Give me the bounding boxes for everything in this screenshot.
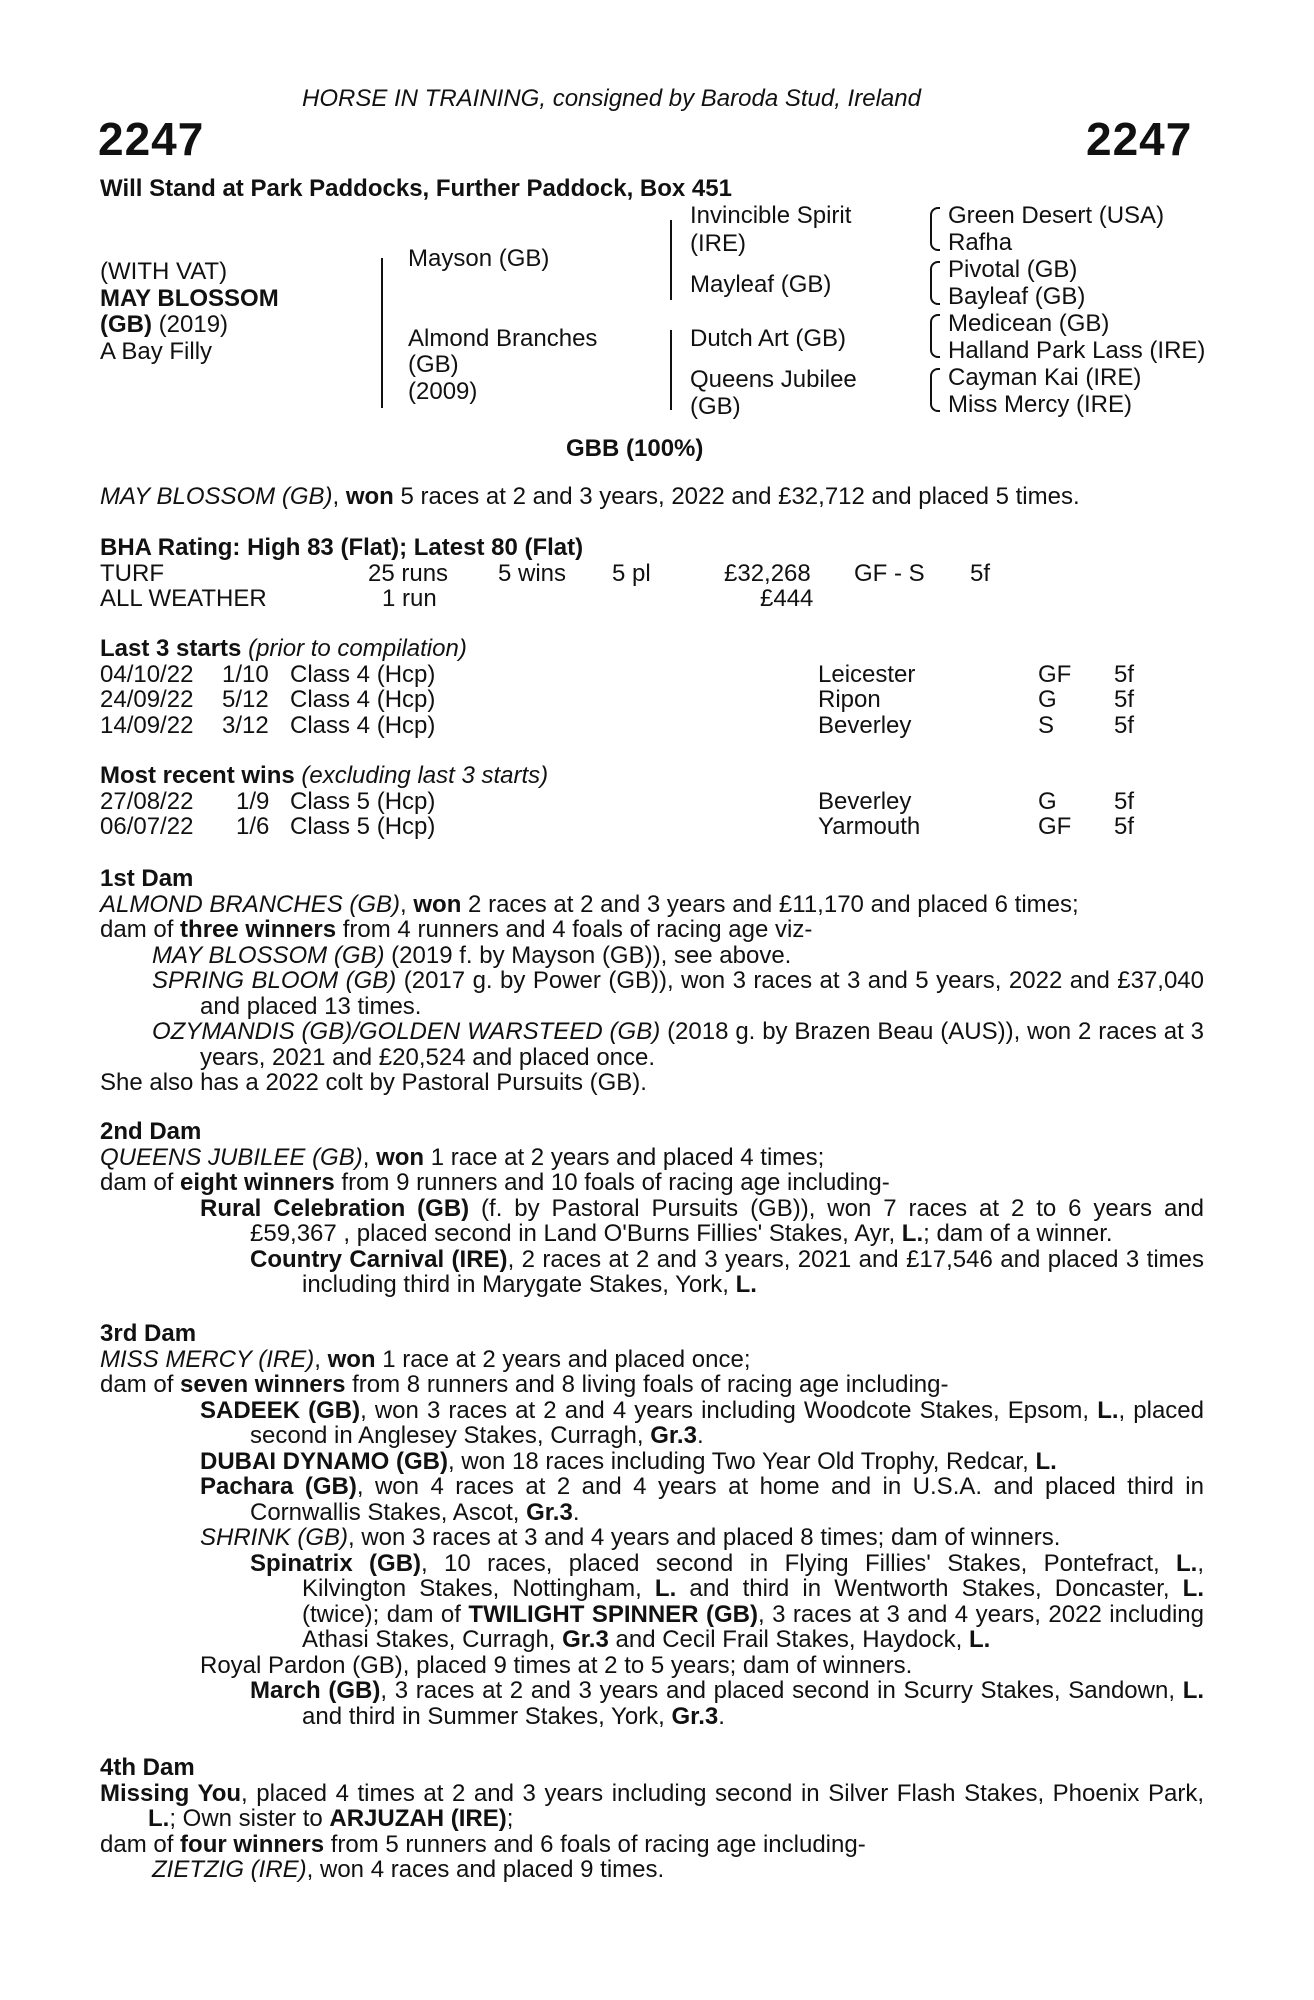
- third-dam-foal: [100, 1474, 1204, 1525]
- foal-text: , 10 races, placed second in Flying Fillies' Stakes, Pontefract,: [421, 1549, 1177, 1577]
- fourth-dam-record-text: , placed 4 times at 2 and 3 years including second in Silver Flash Stakes, Phoenix Park,: [241, 1779, 1204, 1807]
- pedigree-g5: Medicean (GB): [948, 310, 1110, 337]
- second-dam-produce-prefix: dam of: [100, 1169, 181, 1196]
- foal-name: ZIETZIG (IRE): [152, 1856, 307, 1883]
- summary-won: won: [345, 483, 394, 510]
- first-dam-winners: three winners: [180, 916, 337, 943]
- start-distance: 5f: [1114, 660, 1135, 688]
- fourth-dam-produce: [100, 1832, 1204, 1858]
- foal-text-4: (twice); dam of: [302, 1600, 469, 1628]
- pedigree-sire: Mayson (GB): [408, 245, 550, 272]
- win-going: GF: [1038, 813, 1072, 840]
- pedigree-brace-g1: [930, 207, 940, 251]
- win-class: Class 5 (Hcp): [290, 813, 436, 840]
- foal-text: , won 4 races and placed 9 times.: [306, 1856, 665, 1883]
- third-dam-foal: [100, 1525, 1204, 1551]
- rating-placed: 5 pl: [612, 559, 651, 587]
- listed-marker: L.: [735, 1271, 757, 1298]
- rating-title: BHA Rating: High 83 (Flat); Latest 80 (Flat): [100, 534, 584, 561]
- listed-marker: L.: [968, 1626, 991, 1653]
- win-course: Beverley: [818, 787, 912, 815]
- first-dam-record: ALMOND BRANCHES (GB), won 2 races at 2 and 3 years and £11,170 and placed 6 times;: [100, 890, 1079, 918]
- listed-marker: L.: [654, 1575, 677, 1602]
- foal-name: Rural Celebration (GB): [200, 1194, 470, 1222]
- foal-name: OZYMANDIS (GB)/GOLDEN WARSTEED (GB): [152, 1018, 661, 1045]
- foal-name: DUBAI DYNAMO (GB): [200, 1447, 448, 1475]
- produce-name: TWILIGHT SPINNER (GB): [468, 1600, 758, 1628]
- third-dam-granddaughter: [100, 1678, 1204, 1729]
- foal-text-5: , 3 races at 3 and 4 years, 2022 including Athasi Stakes, Curragh,: [302, 1600, 1204, 1653]
- start-row: [100, 713, 1204, 739]
- summary-horse: MAY BLOSSOM (GB): [100, 483, 333, 510]
- start-distance: 5f: [1114, 686, 1135, 713]
- win-position: 1/9: [236, 787, 270, 815]
- sister-name: ARJUZAH (IRE): [329, 1805, 507, 1832]
- listed-marker: L.: [1035, 1447, 1057, 1475]
- pedigree-g1: Green Desert (USA): [948, 202, 1165, 229]
- start-course: Leicester: [818, 660, 916, 688]
- group-marker: Gr.3: [562, 1626, 609, 1653]
- rating-going: GF - S: [854, 559, 925, 587]
- start-course: Beverley: [818, 711, 912, 739]
- first-dam-title: 1st Dam: [100, 865, 194, 892]
- win-class: Class 5 (Hcp): [290, 787, 436, 815]
- win-position: 1/6: [236, 813, 270, 840]
- third-dam-produce-text: from 8 runners and 8 living foals of racing age including-: [345, 1371, 949, 1398]
- recent-wins-note: (excluding last 3 starts): [294, 762, 549, 789]
- pedigree-dam: Almond Branches: [408, 325, 598, 352]
- last-starts-note: (prior to compilation): [241, 635, 467, 662]
- pedigree-dam-dam-country: (GB): [690, 393, 741, 420]
- foal-name: SADEEK (GB): [200, 1396, 361, 1424]
- pedigree-brace-sire: [670, 220, 672, 300]
- fourth-dam-record: [100, 1781, 1204, 1832]
- gbb-rating: GBB (100%): [566, 435, 704, 462]
- second-dam-won: won: [376, 1143, 425, 1171]
- start-class: Class 4 (Hcp): [290, 660, 436, 688]
- second-dam-produce: [100, 1170, 1204, 1196]
- foal-text-end: .: [696, 1422, 704, 1449]
- first-dam-produce-text: from 4 runners and 4 foals of racing age viz-: [336, 916, 813, 943]
- win-distance: 5f: [1114, 787, 1135, 815]
- summary-text: 5 races at 2 and 3 years, 2022 and £32,712 and placed 5 times.: [393, 483, 1080, 510]
- fourth-dam-title: 4th Dam: [100, 1754, 195, 1781]
- rating-section: [100, 535, 1204, 612]
- rating-surface: TURF: [100, 559, 164, 587]
- win-row: [100, 789, 1204, 815]
- start-going: GF: [1038, 660, 1072, 688]
- rating-money: £444: [760, 585, 814, 612]
- third-dam-winners: seven winners: [180, 1371, 346, 1398]
- pedigree-g2: Rafha: [948, 229, 1013, 256]
- first-dam-record-text: 2 races at 2 and 3 years and £11,170 and placed 6 times;: [461, 890, 1079, 918]
- fourth-dam-record-end: ;: [506, 1805, 514, 1832]
- second-dam-record: QUEENS JUBILEE (GB), won 1 race at 2 years and placed 4 times;: [100, 1143, 825, 1171]
- foal-text: (2017 g. by Power (GB)), won 3 races at 3 and 5 years, 2022 and £37,040 and placed 13 times.: [200, 967, 1205, 1020]
- pedigree-dam-dam: Queens Jubilee: [690, 366, 857, 393]
- pedigree-g8: Miss Mercy (IRE): [948, 391, 1132, 418]
- last-starts-title: [100, 636, 1204, 662]
- pedigree-g3: Pivotal (GB): [948, 256, 1078, 283]
- rating-row: [100, 561, 1204, 587]
- start-date: 04/10/22: [100, 660, 194, 688]
- third-dam-foal: Royal Pardon (GB), placed 9 times at 2 to 5 years; dam of winners.: [200, 1651, 913, 1679]
- first-dam-section: [100, 866, 1204, 1096]
- foal-text-2: and third in Summer Stakes, York,: [302, 1702, 672, 1730]
- foal-name: March (GB): [250, 1677, 381, 1704]
- second-dam-foal: [100, 1196, 1204, 1247]
- start-row: [100, 687, 1204, 713]
- win-going: G: [1038, 787, 1057, 815]
- recent-wins-heading: Most recent wins: [100, 762, 295, 789]
- win-row: [100, 814, 1204, 840]
- last-starts-section: [100, 636, 1204, 738]
- win-course: Yarmouth: [818, 813, 921, 840]
- first-dam-note: She also has a 2022 colt by Pastoral Pursuits (GB).: [100, 1069, 647, 1096]
- third-dam-foal: [100, 1398, 1204, 1449]
- foal-text-2: , placed second in Anglesey Stakes, Curragh,: [250, 1396, 1204, 1449]
- foal-name: Spinatrix (GB): [250, 1549, 422, 1577]
- horse-name: MAY BLOSSOM: [100, 285, 279, 312]
- pedigree-g6: Halland Park Lass (IRE): [948, 337, 1206, 364]
- third-dam-granddaughter: [100, 1551, 1204, 1653]
- second-dam-name: QUEENS JUBILEE (GB): [100, 1143, 363, 1171]
- third-dam-record: MISS MERCY (IRE), won 1 race at 2 years and placed once;: [100, 1345, 751, 1373]
- listed-marker: L.: [1176, 1549, 1198, 1577]
- start-position: 1/10: [222, 660, 269, 688]
- consignment-line: HORSE IN TRAINING, consigned by Baroda Stud, Ireland: [302, 85, 921, 112]
- rating-money: £32,268: [724, 559, 811, 587]
- rating-runs: 1 run: [382, 585, 437, 612]
- pedigree-sire-dam: Mayleaf (GB): [690, 271, 832, 298]
- third-dam-produce-prefix: dam of: [100, 1371, 181, 1398]
- start-row: [100, 662, 1204, 688]
- third-dam-won: won: [327, 1345, 376, 1373]
- first-dam-produce: [100, 917, 1204, 943]
- foal-text: , 2 races at 2 and 3 years, 2021 and £17,546 and placed 3 times including third in Marygate Stakes, York,: [302, 1245, 1205, 1298]
- third-dam-foal: [100, 1449, 1204, 1475]
- foal-text-end: ; dam of a winner.: [923, 1220, 1113, 1247]
- pedigree-g4: Bayleaf (GB): [948, 283, 1086, 310]
- first-dam-foal: [100, 1019, 1204, 1070]
- listed-marker: L.: [1182, 1575, 1204, 1602]
- pedigree-brace-dam: [670, 330, 672, 410]
- start-class: Class 4 (Hcp): [290, 711, 436, 739]
- first-dam-foal: [100, 968, 1204, 1019]
- pedigree-sire-sire-country: (IRE): [690, 230, 746, 257]
- listed-marker: L.: [1097, 1396, 1119, 1424]
- first-dam-name: ALMOND BRANCHES (GB): [100, 890, 401, 918]
- recent-wins-title: [100, 763, 1204, 789]
- third-dam-name: MISS MERCY (IRE): [100, 1345, 315, 1373]
- last-starts-heading: Last 3 starts: [100, 635, 242, 662]
- win-date: 27/08/22: [100, 787, 194, 815]
- group-marker: Gr.3: [526, 1498, 573, 1526]
- foal-text-end: .: [572, 1498, 580, 1526]
- first-dam-produce-prefix: dam of: [100, 916, 181, 943]
- pedigree-g7: Cayman Kai (IRE): [948, 364, 1142, 391]
- fourth-dam-produce-text: from 5 runners and 6 foals of racing age including-: [324, 1830, 866, 1858]
- horse-year: (2019): [151, 311, 229, 338]
- second-dam-produce-text: from 9 runners and 10 foals of racing age including-: [334, 1169, 890, 1196]
- foal-name: MAY BLOSSOM (GB): [152, 941, 385, 969]
- pedigree-dam-sire: Dutch Art (GB): [690, 325, 847, 352]
- foal-text: , won 4 races at 2 and 4 years at home and in U.S.A. and placed third in Cornwallis Stakes, Ascot,: [250, 1473, 1204, 1526]
- pedigree-brace-g4: [930, 368, 940, 412]
- second-dam-record-text: 1 race at 2 years and placed 4 times;: [424, 1143, 825, 1171]
- first-dam-won: won: [413, 890, 462, 918]
- horse-country: (GB): [100, 311, 152, 338]
- foal-text: , won 3 races at 2 and 4 years including Woodcote Stakes, Epsom,: [360, 1396, 1098, 1424]
- start-going: S: [1038, 711, 1055, 739]
- pedigree-brace-g3: [930, 314, 940, 358]
- foal-text-3: and third in Wentworth Stakes, Doncaster,: [676, 1575, 1183, 1602]
- listed-marker: L.: [1182, 1677, 1205, 1704]
- start-date: 24/09/22: [100, 686, 194, 713]
- foal-name: SPRING BLOOM (GB): [152, 967, 397, 994]
- start-date: 14/09/22: [100, 711, 194, 739]
- foal-name: SHRINK (GB): [200, 1524, 349, 1551]
- rating-distance: 5f: [970, 559, 991, 587]
- third-dam-produce: [100, 1372, 1204, 1398]
- start-distance: 5f: [1114, 711, 1135, 739]
- win-date: 06/07/22: [100, 813, 194, 840]
- third-dam-title: 3rd Dam: [100, 1320, 197, 1347]
- rating-wins: 5 wins: [498, 559, 567, 587]
- group-marker: Gr.3: [650, 1422, 697, 1449]
- foal-text: (f. by Pastoral Pursuits (GB)), won 7 races at 2 to 6 years and £59,367 , placed second in Land O'Burns Fillies' Stakes, Ayr,: [250, 1194, 1204, 1247]
- foal-name: Pachara (GB): [200, 1473, 357, 1500]
- rating-surface: ALL WEATHER: [100, 585, 267, 612]
- fourth-dam-record-text-2: ; Own sister to: [169, 1805, 330, 1832]
- second-dam-title: 2nd Dam: [100, 1118, 202, 1145]
- win-distance: 5f: [1114, 813, 1135, 840]
- foal-text: (2018 g. by Brazen Beau (AUS)), won 2 races at 3 years, 2021 and £20,524 and placed once.: [200, 1018, 1204, 1071]
- group-marker: Gr.3: [671, 1702, 719, 1730]
- fourth-dam-foal: [100, 1857, 1204, 1883]
- foal-text: (2019 f. by Mayson (GB)), see above.: [384, 941, 792, 969]
- second-dam-granddaughter: [100, 1247, 1204, 1298]
- lot-number-right: 2247: [1086, 113, 1193, 165]
- third-dam-record-text: 1 race at 2 years and placed once;: [375, 1345, 751, 1373]
- fourth-dam-produce-prefix: dam of: [100, 1830, 181, 1858]
- horse-description: A Bay Filly: [100, 338, 213, 365]
- foal-text: , won 18 races including Two Year Old Trophy, Redcar,: [447, 1447, 1036, 1475]
- fourth-dam-name: Missing You: [100, 1779, 242, 1807]
- start-class: Class 4 (Hcp): [290, 686, 436, 713]
- start-position: 3/12: [222, 711, 269, 739]
- foal-text: , won 3 races at 3 and 4 years and placed 8 times; dam of winners.: [348, 1524, 1061, 1551]
- pedigree-brace-g2: [930, 261, 940, 305]
- lot-number-left: 2247: [98, 113, 205, 165]
- rating-runs: 25 runs: [368, 559, 449, 587]
- foal-text-6: and Cecil Frail Stakes, Haydock,: [608, 1626, 969, 1653]
- foal-text-end: .: [718, 1702, 725, 1730]
- start-course: Ripon: [818, 686, 881, 713]
- pedigree-brace-main: [381, 258, 383, 408]
- pedigree-dam-country: (GB): [408, 351, 459, 378]
- vat-label: (WITH VAT): [100, 258, 228, 285]
- race-summary: MAY BLOSSOM (GB), won 5 races at 2 and 3 years, 2022 and £32,712 and placed 5 times.: [100, 483, 1080, 510]
- first-dam-foal: [100, 943, 1204, 969]
- second-dam-winners: eight winners: [180, 1169, 335, 1196]
- pedigree-dam-year: (2009): [408, 378, 478, 405]
- foal-name: Country Carnival (IRE): [250, 1245, 508, 1273]
- listed-marker: L.: [148, 1805, 170, 1832]
- recent-wins-section: [100, 763, 1204, 840]
- foal-text-2: , Kilvington Stakes, Nottingham,: [302, 1549, 1205, 1602]
- fourth-dam-section: [100, 1755, 1204, 1883]
- listed-marker: L.: [901, 1220, 924, 1247]
- third-dam-section: [100, 1321, 1204, 1729]
- fourth-dam-winners: four winners: [180, 1830, 325, 1858]
- second-dam-section: [100, 1119, 1204, 1298]
- rating-row: [100, 586, 1204, 612]
- horse-origin: [100, 312, 228, 338]
- pedigree-sire-sire: Invincible Spirit: [690, 202, 852, 229]
- stand-location: Will Stand at Park Paddocks, Further Paddock, Box 451: [100, 175, 732, 202]
- start-going: G: [1038, 686, 1057, 713]
- foal-text: , 3 races at 2 and 3 years and placed second in Scurry Stakes, Sandown,: [380, 1677, 1183, 1704]
- start-position: 5/12: [222, 686, 269, 713]
